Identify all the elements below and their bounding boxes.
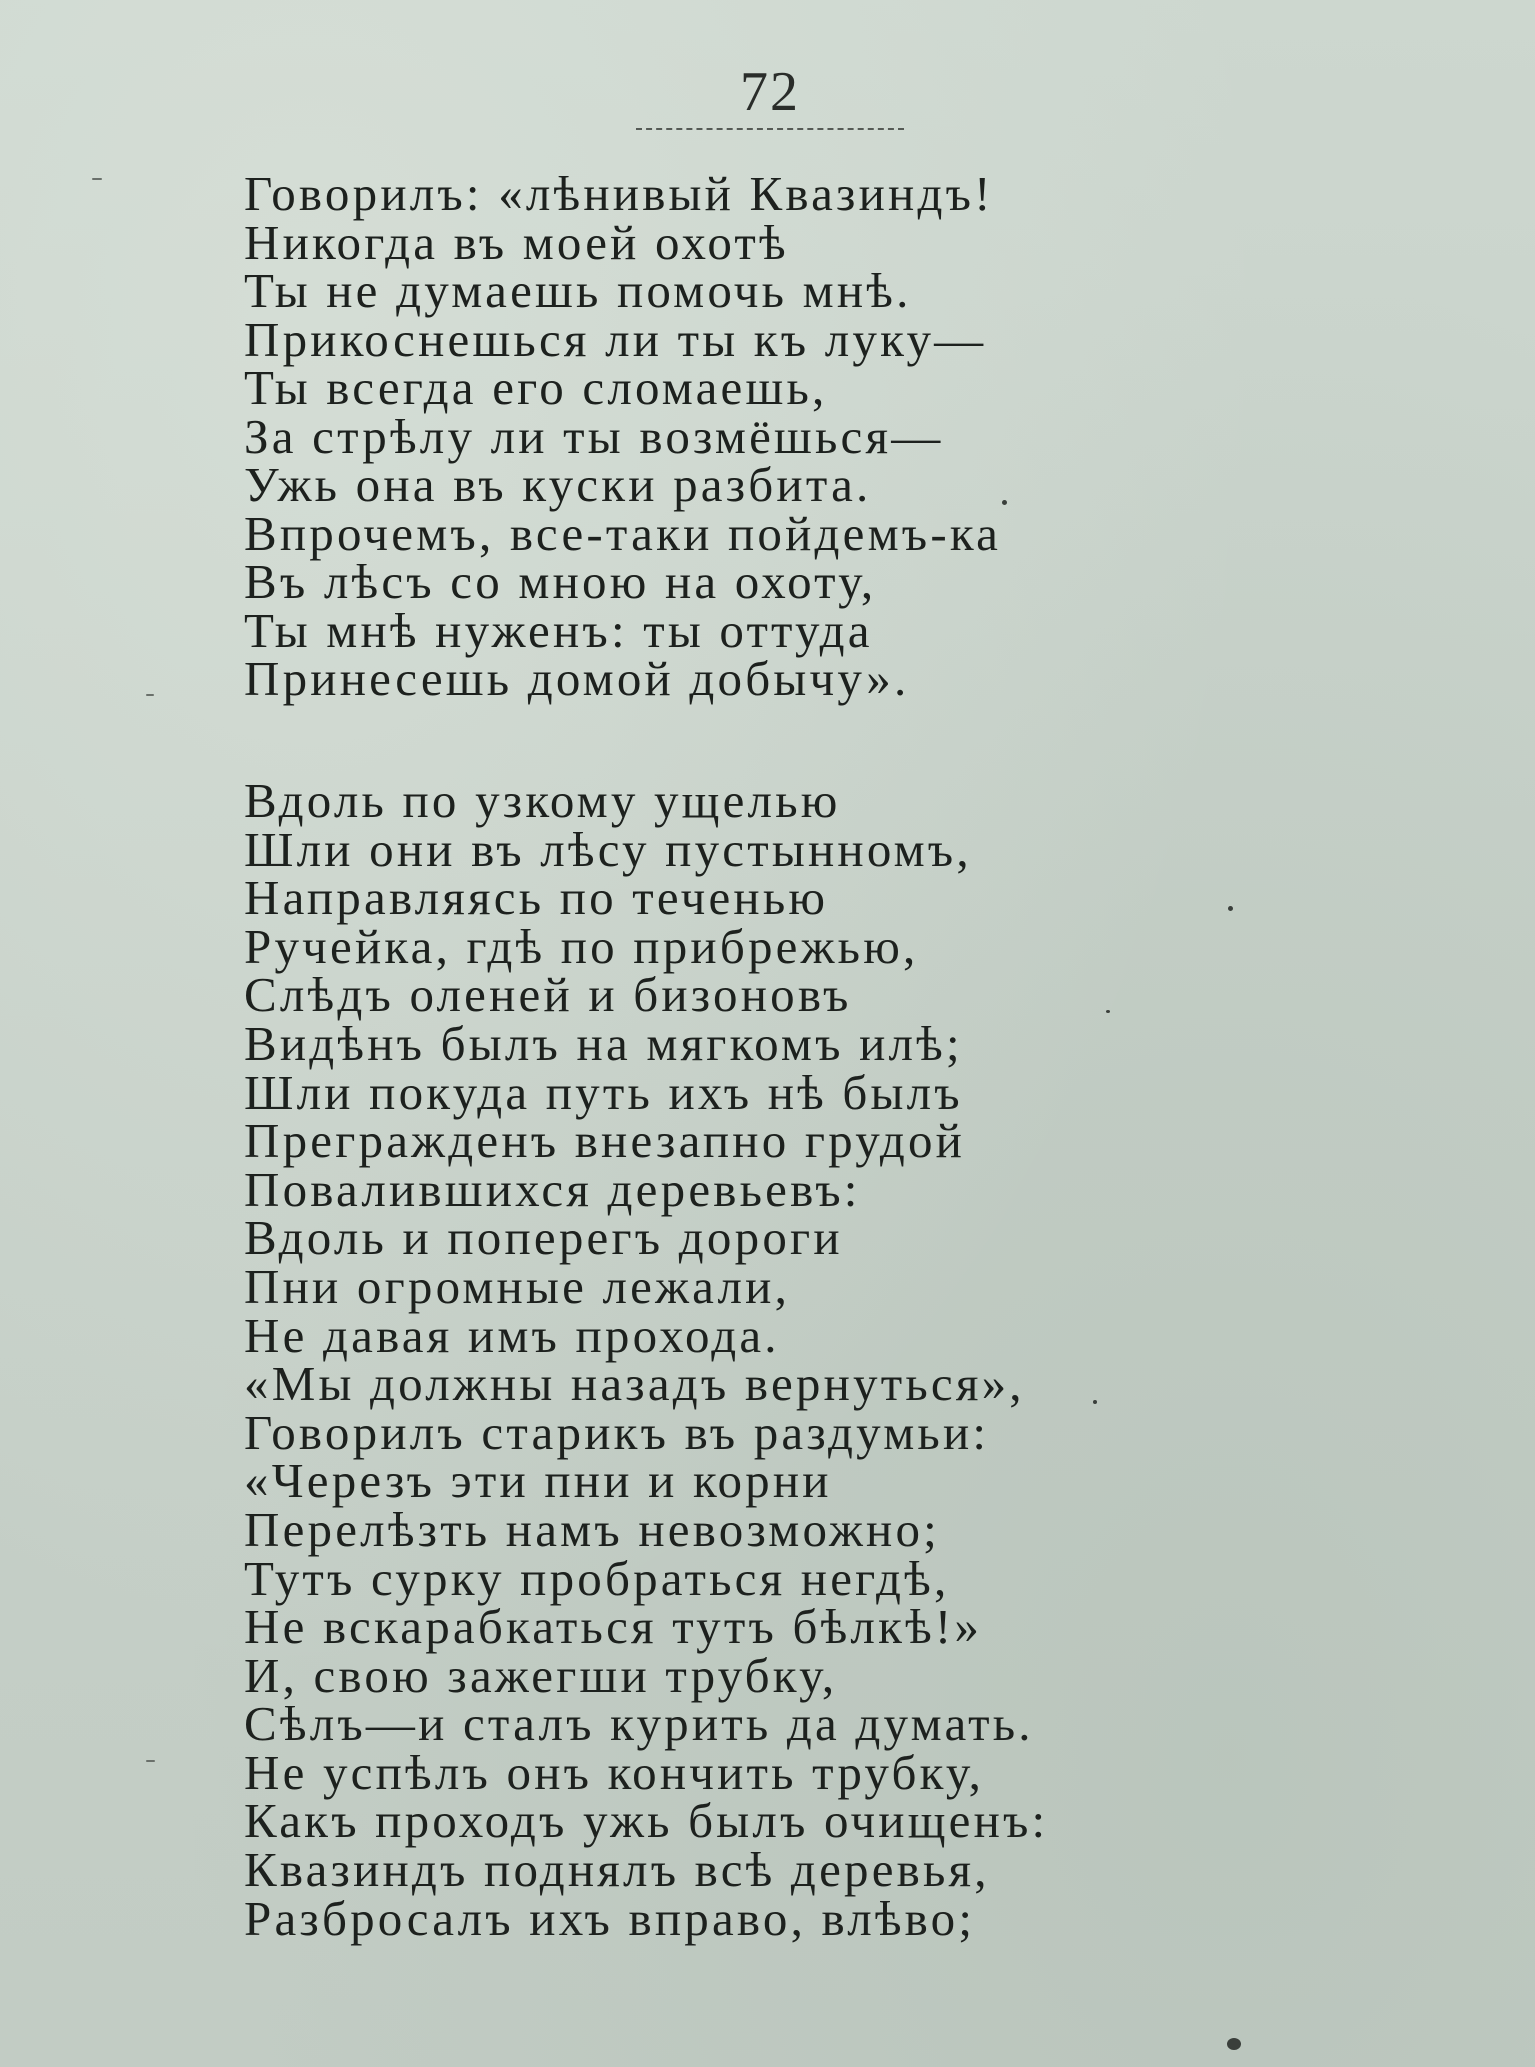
stanza-2 <box>244 773 1049 1946</box>
verse-line: Шли они въ лѣсу пустынномъ, <box>244 821 972 877</box>
paper-speck <box>146 1760 155 1762</box>
verse-line: Не успѣлъ онъ кончить трубку, <box>244 1744 985 1800</box>
paper-speck <box>146 694 154 696</box>
verse-line: Разбросалъ ихъ вправо, влѣво; <box>244 1890 976 1946</box>
verse-line: Какъ проходъ ужь былъ очищенъ: <box>244 1793 1049 1849</box>
verse-line: Вдоль по узкому ущелью <box>244 773 841 828</box>
verse-line: Повалившихся деревьевъ: <box>244 1161 861 1217</box>
paper-speck <box>1093 1400 1097 1404</box>
verse-line: Прегражденъ внезапно грудой <box>244 1113 966 1169</box>
verse-line: Вдоль и поперегъ дороги <box>244 1210 843 1266</box>
verse-line: За стрѣлу ли ты возмёшься— <box>244 408 944 464</box>
verse-line: Шли покуда путь ихъ нѣ былъ <box>244 1064 963 1120</box>
verse-line: Говорилъ старикъ въ раздумьи: <box>244 1404 990 1460</box>
verse-line: Слѣдъ оленей и бизоновъ <box>244 967 852 1023</box>
verse-line: Прикоснешься ли ты къ луку— <box>244 311 987 367</box>
page-number: 72 <box>740 61 800 123</box>
paper-speck <box>92 178 102 180</box>
verse-line: Ручейка, гдѣ по прибрежью, <box>244 918 919 974</box>
verse-line: Ты мнѣ нуженъ: ты оттуда <box>244 602 873 658</box>
verse-line: Въ лѣсъ со мною на охоту, <box>244 554 877 609</box>
stanza-1 <box>244 166 1002 706</box>
verse-line: Сѣлъ—и сталъ курить да думать. <box>244 1696 1034 1752</box>
verse-line: Тутъ сурку пробраться негдѣ, <box>244 1550 950 1606</box>
header-rule <box>636 128 904 130</box>
paper-speck <box>1227 2038 1241 2050</box>
verse-line: Впрочемъ, все-таки пойдемъ-ка <box>244 505 1002 561</box>
paper-speck <box>1002 500 1007 505</box>
verse-line: Говорилъ: «лѣнивый Квазиндъ! <box>244 166 994 221</box>
verse-line: И, свою зажегши трубку, <box>244 1647 838 1703</box>
verse-line: Ужь она въ куски разбита. <box>244 457 872 512</box>
verse-line: Пни огромные лежали, <box>244 1258 791 1314</box>
verse-line: Перелѣзть намъ невозможно; <box>244 1501 940 1557</box>
verse-line: Никогда въ моей охотѣ <box>244 214 789 270</box>
verse-line: Не давая имъ прохода. <box>244 1307 780 1363</box>
verse-line: Ты не думаешь помочь мнѣ. <box>244 263 912 318</box>
verse-line: Принесешь домой добычу». <box>244 651 910 706</box>
verse-line: Направляясь по теченью <box>244 870 829 926</box>
verse-line: «Черезъ эти пни и корни <box>244 1453 832 1509</box>
verse-line: Не вскарабкаться тутъ бѣлкѣ!» <box>244 1599 983 1655</box>
verse-line: «Мы должны назадъ вернуться», <box>244 1356 1025 1412</box>
verse-line: Квазиндъ поднялъ всѣ деревья, <box>244 1842 990 1898</box>
verse-line: Ты всегда его сломаешь, <box>244 360 828 415</box>
paper-speck <box>1106 1010 1110 1013</box>
verse-line: Видѣнъ былъ на мягкомъ илѣ; <box>244 1015 963 1071</box>
paper-speck <box>1228 906 1233 911</box>
